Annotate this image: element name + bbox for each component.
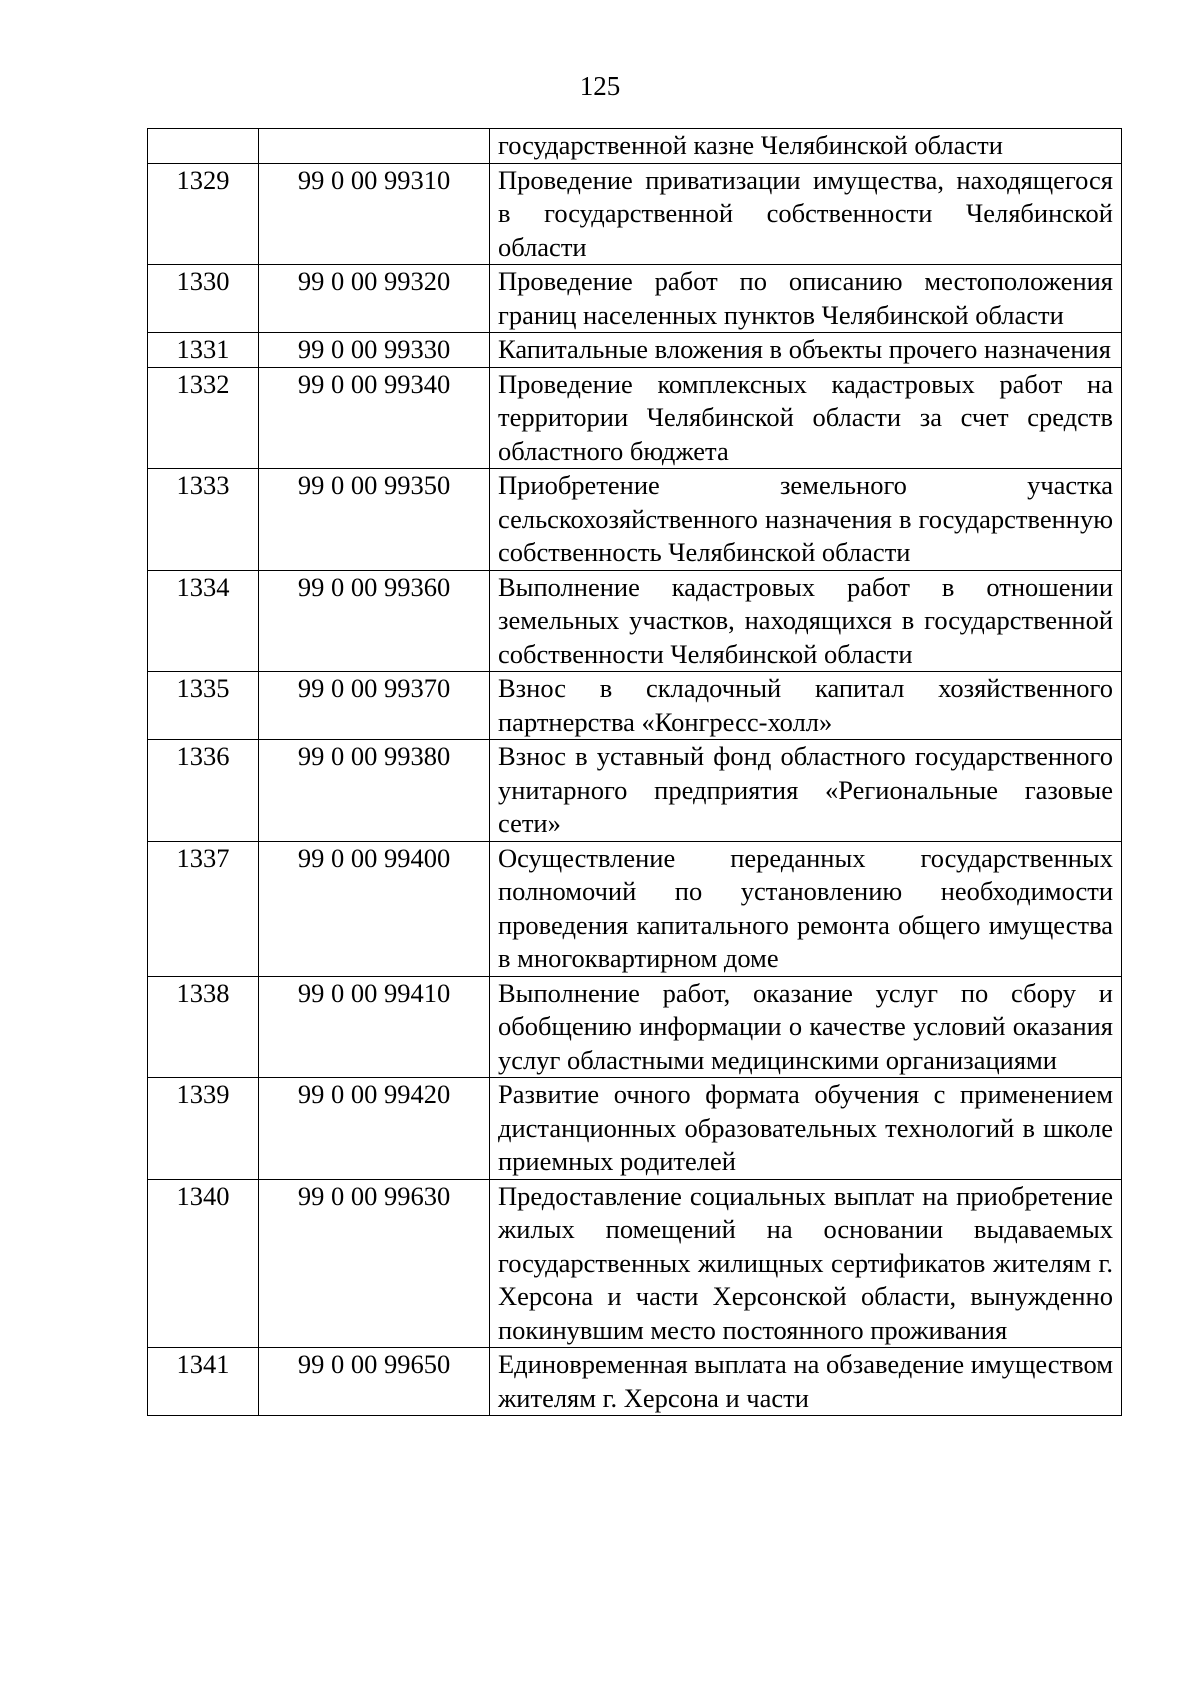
target-code-cell: 99 0 00 99350 — [259, 469, 490, 571]
row-number-cell: 1329 — [148, 163, 259, 265]
row-number-cell: 1341 — [148, 1348, 259, 1416]
description-cell: Взнос в складочный капитал хозяйственного партнерства «Конгресс-холл» — [490, 672, 1122, 740]
target-code-cell: 99 0 00 99630 — [259, 1179, 490, 1348]
target-code-cell: 99 0 00 99370 — [259, 672, 490, 740]
target-code-cell: 99 0 00 99380 — [259, 740, 490, 842]
row-number-cell: 1340 — [148, 1179, 259, 1348]
table-row — [148, 1348, 1122, 1416]
table-row — [148, 1078, 1122, 1180]
table-row — [148, 1179, 1122, 1348]
target-code-cell: 99 0 00 99340 — [259, 367, 490, 469]
description-cell: Предоставление социальных выплат на приобретение жилых помещений на основании выдаваемых государственных жилищных сертификатов жителям г. Херсона и части Херсонской области, вынужденно покинувшим место постоянного проживания — [490, 1179, 1122, 1348]
table-row — [148, 740, 1122, 842]
table-row — [148, 976, 1122, 1078]
table-row — [148, 672, 1122, 740]
table-row — [148, 265, 1122, 333]
target-code-cell: 99 0 00 99400 — [259, 841, 490, 976]
table-row — [148, 333, 1122, 368]
description-cell: Приобретение земельного участка сельскохозяйственного назначения в государственную собственность Челябинской области — [490, 469, 1122, 571]
target-code-cell: 99 0 00 99360 — [259, 570, 490, 672]
table-row — [148, 163, 1122, 265]
target-code-cell: 99 0 00 99420 — [259, 1078, 490, 1180]
budget-classification-table — [147, 128, 1122, 1416]
description-cell: Выполнение работ, оказание услуг по сбору и обобщению информации о качестве условий оказания услуг областными медицинскими организациями — [490, 976, 1122, 1078]
row-number-cell: 1335 — [148, 672, 259, 740]
target-code-cell: 99 0 00 99320 — [259, 265, 490, 333]
description-cell: Выполнение кадастровых работ в отношении земельных участков, находящихся в государственной собственности Челябинской области — [490, 570, 1122, 672]
row-number-cell: 1331 — [148, 333, 259, 368]
table-row — [148, 469, 1122, 571]
description-cell: Взнос в уставный фонд областного государственного унитарного предприятия «Региональные газовые сети» — [490, 740, 1122, 842]
target-code-cell: 99 0 00 99650 — [259, 1348, 490, 1416]
page-number: 125 — [579, 71, 621, 101]
description-cell: Единовременная выплата на обзаведение имуществом жителям г. Херсона и части — [490, 1348, 1122, 1416]
description-cell: Проведение работ по описанию местоположения границ населенных пунктов Челябинской области — [490, 265, 1122, 333]
row-number-cell: 1332 — [148, 367, 259, 469]
table-row — [148, 570, 1122, 672]
row-number-cell — [148, 129, 259, 164]
table-row — [148, 367, 1122, 469]
row-number-cell: 1334 — [148, 570, 259, 672]
description-cell: государственной казне Челябинской области — [490, 129, 1122, 164]
description-cell: Проведение комплексных кадастровых работ на территории Челябинской области за счет средств областного бюджета — [490, 367, 1122, 469]
target-code-cell: 99 0 00 99410 — [259, 976, 490, 1078]
description-cell: Капитальные вложения в объекты прочего назначения — [490, 333, 1122, 368]
table-row — [148, 129, 1122, 164]
row-number-cell: 1337 — [148, 841, 259, 976]
target-code-cell: 99 0 00 99310 — [259, 163, 490, 265]
description-cell: Развитие очного формата обучения с применением дистанционных образовательных технологий в школе приемных родителей — [490, 1078, 1122, 1180]
description-cell: Проведение приватизации имущества, находящегося в государственной собственности Челябинской области — [490, 163, 1122, 265]
target-code-cell: 99 0 00 99330 — [259, 333, 490, 368]
row-number-cell: 1336 — [148, 740, 259, 842]
table-row — [148, 841, 1122, 976]
description-cell: Осуществление переданных государственных полномочий по установлению необходимости проведения капитального ремонта общего имущества в многоквартирном доме — [490, 841, 1122, 976]
row-number-cell: 1333 — [148, 469, 259, 571]
row-number-cell: 1330 — [148, 265, 259, 333]
target-code-cell — [259, 129, 490, 164]
row-number-cell: 1339 — [148, 1078, 259, 1180]
row-number-cell: 1338 — [148, 976, 259, 1078]
